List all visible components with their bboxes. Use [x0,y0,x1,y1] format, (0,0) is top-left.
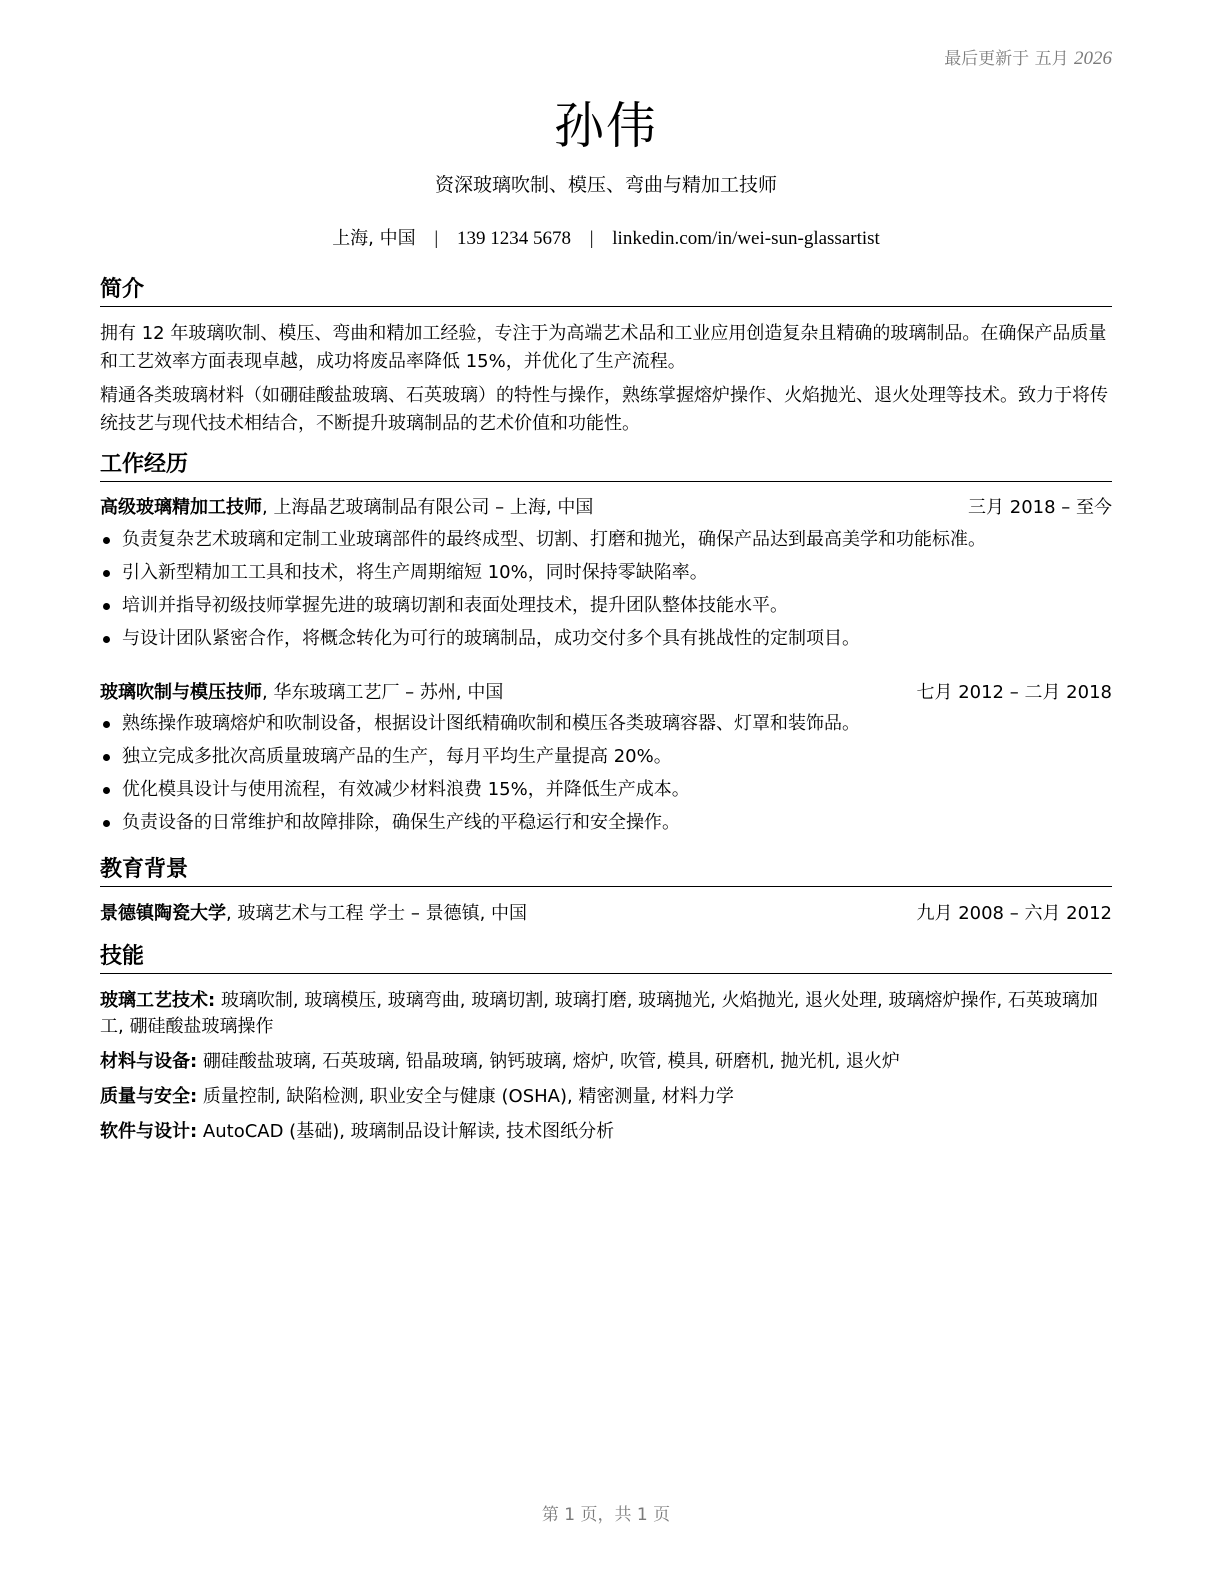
skill-value: 质量控制, 缺陷检测, 职业安全与健康 (OSHA), 精密测量, 材料力学 [197,1086,734,1107]
skill-label: 软件与设计: [100,1121,198,1142]
skill-row [100,1049,1112,1075]
bullet-item: 熟练操作玻璃熔炉和吹制设备，根据设计图纸精确吹制和模压各类玻璃容器、灯罩和装饰品。 [100,711,1112,744]
bullet-item: 独立完成多批次高质量玻璃产品的生产，每月平均生产量提高 20%。 [100,744,1112,777]
job-dates: 三月 2018 – 至今 [968,497,1112,518]
skill-value: AutoCAD (基础), 玻璃制品设计解读, 技术图纸分析 [197,1121,615,1142]
candidate-name: 孙伟 [554,97,658,155]
section-title-summary: 简介 [100,276,1112,307]
skill-label: 材料与设备: [100,1051,198,1072]
section-title-skills: 技能 [100,943,1112,974]
job-title: 玻璃吹制与模压技师 [100,682,262,703]
job-header [100,495,1112,521]
last-updated-prefix: 最后更新于 五月 [944,49,1069,69]
candidate-headline: 资深玻璃吹制、模压、弯曲与精加工技师 [434,174,777,196]
page-number: 第 1 页，共 1 页 [541,1505,671,1525]
degree-detail: , 玻璃艺术与工程 学士 – 景德镇, 中国 [226,903,528,924]
bullet-item: 引入新型精加工工具和技术，将生产周期缩短 10%，同时保持零缺陷率。 [100,560,1112,593]
contact-separator: | [434,228,439,249]
contact-linkedin-link[interactable]: linkedin.com/in/wei-sun-glassartist [612,228,880,249]
bullet-item: 负责复杂艺术玻璃和定制工业玻璃部件的最终成型、切割、打磨和抛光，确保产品达到最高美学和功能标准。 [100,527,1112,560]
summary-paragraph: 精通各类玻璃材料（如硼硅酸盐玻璃、石英玻璃）的特性与操作，熟练掌握熔炉操作、火焰抛光、退火处理等技术。致力于将传统技艺与现代技术相结合，不断提升玻璃制品的艺术价值和功能性。 [100,385,1108,434]
contact-separator: | [589,228,594,249]
job-bullets [100,711,1112,843]
last-updated-year: 2026 [1074,48,1112,69]
skill-label: 玻璃工艺技术: [100,990,216,1011]
job-header [100,680,1112,706]
bullet-item: 与设计团队紧密合作，将概念转化为可行的玻璃制品，成功交付多个具有挑战性的定制项目。 [100,626,1112,659]
skill-row [100,1084,1112,1110]
skill-row [100,1119,1112,1145]
job-org: , 华东玻璃工艺厂 – 苏州, 中国 [262,682,504,703]
job-dates: 七月 2012 – 二月 2018 [916,682,1112,703]
education-entry [100,901,1112,927]
education-dates: 九月 2008 – 六月 2012 [916,903,1112,924]
contact-phone[interactable]: 139 1234 5678 [456,228,571,249]
bullet-item: 负责设备的日常维护和故障排除，确保生产线的平稳运行和安全操作。 [100,810,1112,843]
section-title-education: 教育背景 [100,856,1112,887]
job-title: 高级玻璃精加工技师 [100,497,262,518]
skill-row [100,988,1112,1040]
bullet-item: 优化模具设计与使用流程，有效减少材料浪费 15%，并降低生产成本。 [100,777,1112,810]
bullet-item: 培训并指导初级技师掌握先进的玻璃切割和表面处理技术，提升团队整体技能水平。 [100,593,1112,626]
summary-paragraph: 拥有 12 年玻璃吹制、模压、弯曲和精加工经验，专注于为高端艺术品和工业应用创造复杂且精确的玻璃制品。在确保产品质量和工艺效率方面表现卓越，成功将废品率降低 15%，并优化了生产流程。 [100,323,1107,372]
contact-location: 上海, 中国 [332,228,416,249]
contact-line [100,224,1112,250]
job-bullets [100,527,1112,659]
job-org: , 上海晶艺玻璃制品有限公司 – 上海, 中国 [262,497,594,518]
resume-page [100,0,1112,1584]
school-name: 景德镇陶瓷大学 [100,903,226,924]
skill-value: 硼硅酸盐玻璃, 石英玻璃, 铅晶玻璃, 钠钙玻璃, 熔炉, 吹管, 模具, 研磨机, 抛光机, 退火炉 [197,1051,900,1072]
skill-value: 玻璃吹制, 玻璃模压, 玻璃弯曲, 玻璃切割, 玻璃打磨, 玻璃抛光, 火焰抛光, 退火处理, 玻璃熔炉操作, 石英玻璃加工, 硼硅酸盐玻璃操作 [100,990,1098,1037]
last-updated [944,44,1112,70]
skill-label: 质量与安全: [100,1086,198,1107]
section-title-experience: 工作经历 [100,451,1112,482]
